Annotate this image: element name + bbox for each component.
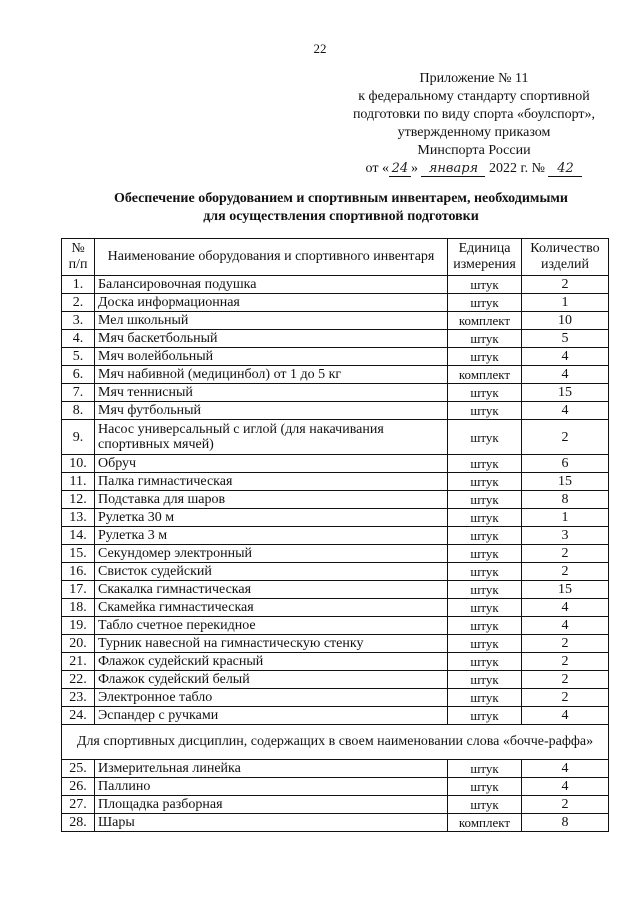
order-year: 2022 г. № <box>488 161 545 176</box>
item-unit: штук <box>448 491 522 509</box>
header-num: № п/п <box>62 239 95 276</box>
section-title: Для спортивных дисциплин, содержащих в своем наименовании слова «бочче-раффа» <box>62 725 609 760</box>
row-number: 14. <box>62 527 95 545</box>
item-unit: штук <box>448 671 522 689</box>
item-unit: штук <box>448 760 522 778</box>
row-number: 4. <box>62 330 95 348</box>
row-number: 24. <box>62 707 95 725</box>
row-number: 28. <box>62 814 95 832</box>
heading-line: Обеспечение оборудованием и спортивным инвентарем, необходимыми <box>114 191 568 206</box>
table-row <box>62 796 609 814</box>
item-quantity: 1 <box>522 294 609 312</box>
row-number: 8. <box>62 402 95 420</box>
approval-block <box>340 70 608 178</box>
item-quantity: 2 <box>522 545 609 563</box>
item-unit: штук <box>448 276 522 294</box>
item-unit: штук <box>448 599 522 617</box>
item-name: Секундомер электронный <box>95 545 448 563</box>
item-name: Мяч теннисный <box>95 384 448 402</box>
row-number: 11. <box>62 473 95 491</box>
item-name: Свисток судейский <box>95 563 448 581</box>
item-name: Электронное табло <box>95 689 448 707</box>
item-name: Рулетка 30 м <box>95 509 448 527</box>
item-name: Флажок судейский белый <box>95 671 448 689</box>
table-row <box>62 402 609 420</box>
table-row <box>62 653 609 671</box>
header-name: Наименование оборудования и спортивного инвентаря <box>95 239 448 276</box>
item-quantity: 2 <box>522 420 609 455</box>
item-quantity: 15 <box>522 384 609 402</box>
row-number: 15. <box>62 545 95 563</box>
item-name: Скакалка гимнастическая <box>95 581 448 599</box>
item-quantity: 4 <box>522 366 609 384</box>
row-number: 22. <box>62 671 95 689</box>
row-number: 27. <box>62 796 95 814</box>
row-number: 2. <box>62 294 95 312</box>
row-number: 9. <box>62 420 95 455</box>
equipment-table <box>61 238 609 832</box>
item-unit: штук <box>448 420 522 455</box>
approval-line: Минспорта России <box>417 143 531 158</box>
table-header-row <box>62 239 609 276</box>
item-name: Доска информационная <box>95 294 448 312</box>
table-row <box>62 455 609 473</box>
item-unit: штук <box>448 348 522 366</box>
item-name: Измерительная линейка <box>95 760 448 778</box>
item-name: Мяч волейбольный <box>95 348 448 366</box>
row-number: 5. <box>62 348 95 366</box>
item-quantity: 4 <box>522 617 609 635</box>
table-row <box>62 473 609 491</box>
item-unit: штук <box>448 778 522 796</box>
table-row <box>62 599 609 617</box>
table-row <box>62 527 609 545</box>
table-row <box>62 330 609 348</box>
item-name: Подставка для шаров <box>95 491 448 509</box>
item-quantity: 2 <box>522 563 609 581</box>
table-row <box>62 509 609 527</box>
item-unit: штук <box>448 689 522 707</box>
order-number: 42 <box>548 161 582 177</box>
item-quantity: 4 <box>522 402 609 420</box>
row-number: 26. <box>62 778 95 796</box>
item-quantity: 4 <box>522 599 609 617</box>
item-quantity: 5 <box>522 330 609 348</box>
item-quantity: 6 <box>522 455 609 473</box>
item-unit: штук <box>448 635 522 653</box>
item-quantity: 4 <box>522 707 609 725</box>
row-number: 12. <box>62 491 95 509</box>
item-quantity: 1 <box>522 509 609 527</box>
table-body <box>62 276 609 725</box>
table-row <box>62 384 609 402</box>
item-name: Табло счетное перекидное <box>95 617 448 635</box>
item-name: Мяч баскетбольный <box>95 330 448 348</box>
item-quantity: 2 <box>522 796 609 814</box>
heading-line: для осуществления спортивной подготовки <box>203 209 479 224</box>
item-name: Паллино <box>95 778 448 796</box>
table-row <box>62 312 609 330</box>
row-number: 20. <box>62 635 95 653</box>
item-quantity: 15 <box>522 473 609 491</box>
row-number: 16. <box>62 563 95 581</box>
table-row <box>62 689 609 707</box>
item-name: Скамейка гимнастическая <box>95 599 448 617</box>
row-number: 17. <box>62 581 95 599</box>
item-name: Балансировочная подушка <box>95 276 448 294</box>
appendix-title: Приложение № 11 <box>419 71 529 86</box>
item-unit: штук <box>448 707 522 725</box>
table-row <box>62 671 609 689</box>
item-name: Мяч набивной (медицинбол) от 1 до 5 кг <box>95 366 448 384</box>
item-name: Насос универсальный с иглой (для накачивания спортивных мячей) <box>95 420 448 455</box>
date-prefix: от « <box>365 161 389 176</box>
order-date-line <box>340 160 608 178</box>
order-day: 24 <box>389 161 411 177</box>
document-heading <box>80 190 602 226</box>
item-unit: комплект <box>448 814 522 832</box>
item-unit: комплект <box>448 312 522 330</box>
item-unit: штук <box>448 796 522 814</box>
header-unit: Единица измерения <box>448 239 522 276</box>
row-number: 18. <box>62 599 95 617</box>
table-row <box>62 814 609 832</box>
table-row <box>62 276 609 294</box>
table-row <box>62 581 609 599</box>
table-row <box>62 491 609 509</box>
item-name: Палка гимнастическая <box>95 473 448 491</box>
item-name: Площадка разборная <box>95 796 448 814</box>
approval-line: утвержденному приказом <box>397 125 551 140</box>
row-number: 10. <box>62 455 95 473</box>
approval-line: к федеральному стандарту спортивной <box>358 89 590 104</box>
table-row <box>62 778 609 796</box>
item-quantity: 15 <box>522 581 609 599</box>
item-quantity: 8 <box>522 814 609 832</box>
row-number: 6. <box>62 366 95 384</box>
row-number: 25. <box>62 760 95 778</box>
item-name: Рулетка 3 м <box>95 527 448 545</box>
item-name: Мяч футбольный <box>95 402 448 420</box>
item-unit: штук <box>448 581 522 599</box>
row-number: 13. <box>62 509 95 527</box>
item-unit: штук <box>448 402 522 420</box>
row-number: 21. <box>62 653 95 671</box>
item-quantity: 4 <box>522 778 609 796</box>
item-unit: штук <box>448 294 522 312</box>
order-month: января <box>421 161 485 177</box>
item-quantity: 2 <box>522 689 609 707</box>
item-unit: штук <box>448 563 522 581</box>
row-number: 23. <box>62 689 95 707</box>
page-number: 22 <box>313 41 327 56</box>
table-row <box>62 545 609 563</box>
item-unit: штук <box>448 527 522 545</box>
item-unit: штук <box>448 384 522 402</box>
item-name: Турник навесной на гимнастическую стенку <box>95 635 448 653</box>
table-row <box>62 294 609 312</box>
table-row <box>62 760 609 778</box>
item-name: Флажок судейский красный <box>95 653 448 671</box>
item-quantity: 4 <box>522 760 609 778</box>
table-row <box>62 707 609 725</box>
row-number: 3. <box>62 312 95 330</box>
item-unit: штук <box>448 617 522 635</box>
item-name: Обруч <box>95 455 448 473</box>
approval-line: подготовки по виду спорта «боулспорт», <box>352 107 596 122</box>
item-quantity: 2 <box>522 276 609 294</box>
row-number: 1. <box>62 276 95 294</box>
section-row <box>62 725 609 760</box>
table-row <box>62 635 609 653</box>
table-row <box>62 348 609 366</box>
section-header <box>62 725 609 760</box>
item-quantity: 2 <box>522 671 609 689</box>
table-row <box>62 366 609 384</box>
item-unit: штук <box>448 545 522 563</box>
item-unit: комплект <box>448 366 522 384</box>
item-unit: штук <box>448 473 522 491</box>
item-name: Мел школьный <box>95 312 448 330</box>
date-mid: » <box>410 161 418 176</box>
row-number: 19. <box>62 617 95 635</box>
item-quantity: 10 <box>522 312 609 330</box>
header-qty: Количество изделий <box>522 239 609 276</box>
item-unit: штук <box>448 330 522 348</box>
table-row <box>62 563 609 581</box>
table-row <box>62 617 609 635</box>
section-body <box>62 760 609 832</box>
table-row <box>62 420 609 455</box>
item-quantity: 8 <box>522 491 609 509</box>
item-quantity: 2 <box>522 635 609 653</box>
item-quantity: 2 <box>522 653 609 671</box>
item-name: Шары <box>95 814 448 832</box>
row-number: 7. <box>62 384 95 402</box>
item-unit: штук <box>448 509 522 527</box>
item-unit: штук <box>448 653 522 671</box>
item-quantity: 4 <box>522 348 609 366</box>
item-name: Эспандер с ручками <box>95 707 448 725</box>
item-quantity: 3 <box>522 527 609 545</box>
item-unit: штук <box>448 455 522 473</box>
